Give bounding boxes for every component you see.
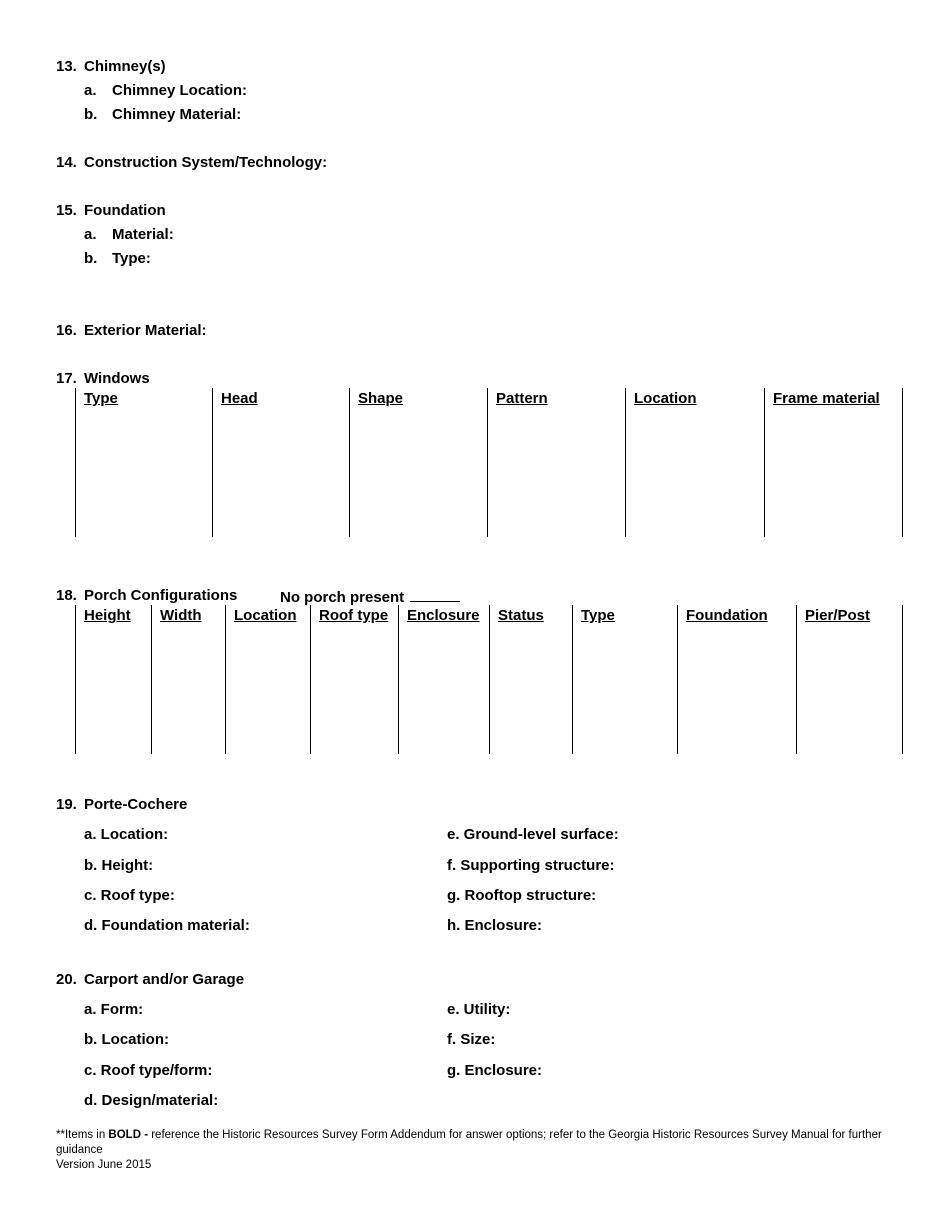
carport-design-material-label: d. Design/material:: [84, 1092, 219, 1109]
windows-header-type: Type: [84, 390, 118, 407]
footer-version: Version June 2015: [56, 1159, 152, 1171]
section-15-b-mark: b.: [84, 250, 98, 267]
windows-col-divider: [349, 388, 350, 537]
section-20-number: 20.: [56, 971, 77, 988]
section-17-number: 17.: [56, 370, 77, 387]
porch-col-divider: [677, 605, 678, 754]
carport-size-label: f. Size:: [447, 1031, 496, 1048]
porch-col-divider: [225, 605, 226, 754]
porte-cochere-height-label: b. Height:: [84, 857, 154, 874]
footer-bold: BOLD -: [108, 1129, 149, 1141]
carport-utility-label: e. Utility:: [447, 1001, 511, 1018]
no-porch-present-blank[interactable]: [410, 587, 460, 602]
porte-cochere-foundation-label: d. Foundation material:: [84, 917, 250, 934]
windows-col-divider: [75, 388, 76, 537]
no-porch-present-label: [280, 587, 460, 606]
porch-configurations-title: Porch Configurations: [84, 587, 238, 604]
exterior-material-label: Exterior Material:: [84, 322, 207, 339]
porch-col-divider: [75, 605, 76, 754]
windows-col-divider: [902, 388, 903, 537]
construction-system-label: Construction System/Technology:: [84, 154, 328, 171]
carport-garage-title: Carport and/or Garage: [84, 971, 245, 988]
section-13-title: Chimney(s): [84, 58, 166, 75]
section-15-a-mark: a.: [84, 226, 97, 243]
section-18-number: 18.: [56, 587, 77, 604]
section-15-title: Foundation: [84, 202, 166, 219]
carport-enclosure-label: g. Enclosure:: [447, 1062, 543, 1079]
windows-title: Windows: [84, 370, 150, 387]
porch-col-divider: [151, 605, 152, 754]
porte-cochere-rooftop-structure-label: g. Rooftop structure:: [447, 887, 597, 904]
windows-table: [0, 388, 950, 538]
section-13-b-mark: b.: [84, 106, 98, 123]
section-16-number: 16.: [56, 322, 77, 339]
carport-form-label: a. Form:: [84, 1001, 144, 1018]
porch-header-foundation: Foundation: [686, 607, 768, 624]
footer-prefix: **Items in: [56, 1129, 109, 1141]
porte-cochere-ground-surface-label: e. Ground-level surface:: [447, 826, 619, 843]
porch-col-divider: [310, 605, 311, 754]
footer-rest: reference the Historic Resources Survey Form Addendum for answer options; refer to the Georgia Historic Resources Survey Manual for further guidance: [56, 1129, 882, 1156]
porch-header-height: Height: [84, 607, 131, 624]
windows-header-pattern: Pattern: [496, 390, 548, 407]
porte-cochere-roof-type-label: c. Roof type:: [84, 887, 175, 904]
porch-header-roof-type: Roof type: [319, 607, 389, 624]
porch-header-width: Width: [160, 607, 202, 624]
windows-header-frame-material: Frame material: [773, 390, 880, 407]
section-14-number: 14.: [56, 154, 77, 171]
chimney-location-label: Chimney Location:: [112, 82, 248, 99]
porte-cochere-title: Porte-Cochere: [84, 796, 188, 813]
porte-cochere-enclosure-label: h. Enclosure:: [447, 917, 543, 934]
windows-header-shape: Shape: [358, 390, 404, 407]
windows-header-location: Location: [634, 390, 697, 407]
section-15-number: 15.: [56, 202, 77, 219]
windows-header-head: Head: [221, 390, 258, 407]
porch-header-type: Type: [581, 607, 615, 624]
porte-cochere-location-label: a. Location:: [84, 826, 169, 843]
porch-col-divider: [796, 605, 797, 754]
porch-header-location: Location: [234, 607, 297, 624]
chimney-material-label: Chimney Material:: [112, 106, 242, 123]
porch-header-enclosure: Enclosure: [407, 607, 480, 624]
foundation-type-label: Type:: [112, 250, 151, 267]
section-13-number: 13.: [56, 58, 77, 75]
section-19-number: 19.: [56, 796, 77, 813]
footer-note: [56, 1128, 896, 1173]
porch-table: [0, 605, 950, 755]
porte-cochere-supporting-structure-label: f. Supporting structure:: [447, 857, 615, 874]
porch-header-status: Status: [498, 607, 544, 624]
porch-col-divider: [572, 605, 573, 754]
porch-header-pier-post: Pier/Post: [805, 607, 871, 624]
windows-col-divider: [764, 388, 765, 537]
carport-roof-type-label: c. Roof type/form:: [84, 1062, 213, 1079]
windows-col-divider: [487, 388, 488, 537]
porch-col-divider: [489, 605, 490, 754]
windows-col-divider: [625, 388, 626, 537]
foundation-material-label: Material:: [112, 226, 174, 243]
porch-col-divider: [398, 605, 399, 754]
section-13-a-mark: a.: [84, 82, 97, 99]
porch-col-divider: [902, 605, 903, 754]
carport-location-label: b. Location:: [84, 1031, 169, 1048]
windows-col-divider: [212, 388, 213, 537]
no-porch-present-text: No porch present: [280, 589, 405, 606]
